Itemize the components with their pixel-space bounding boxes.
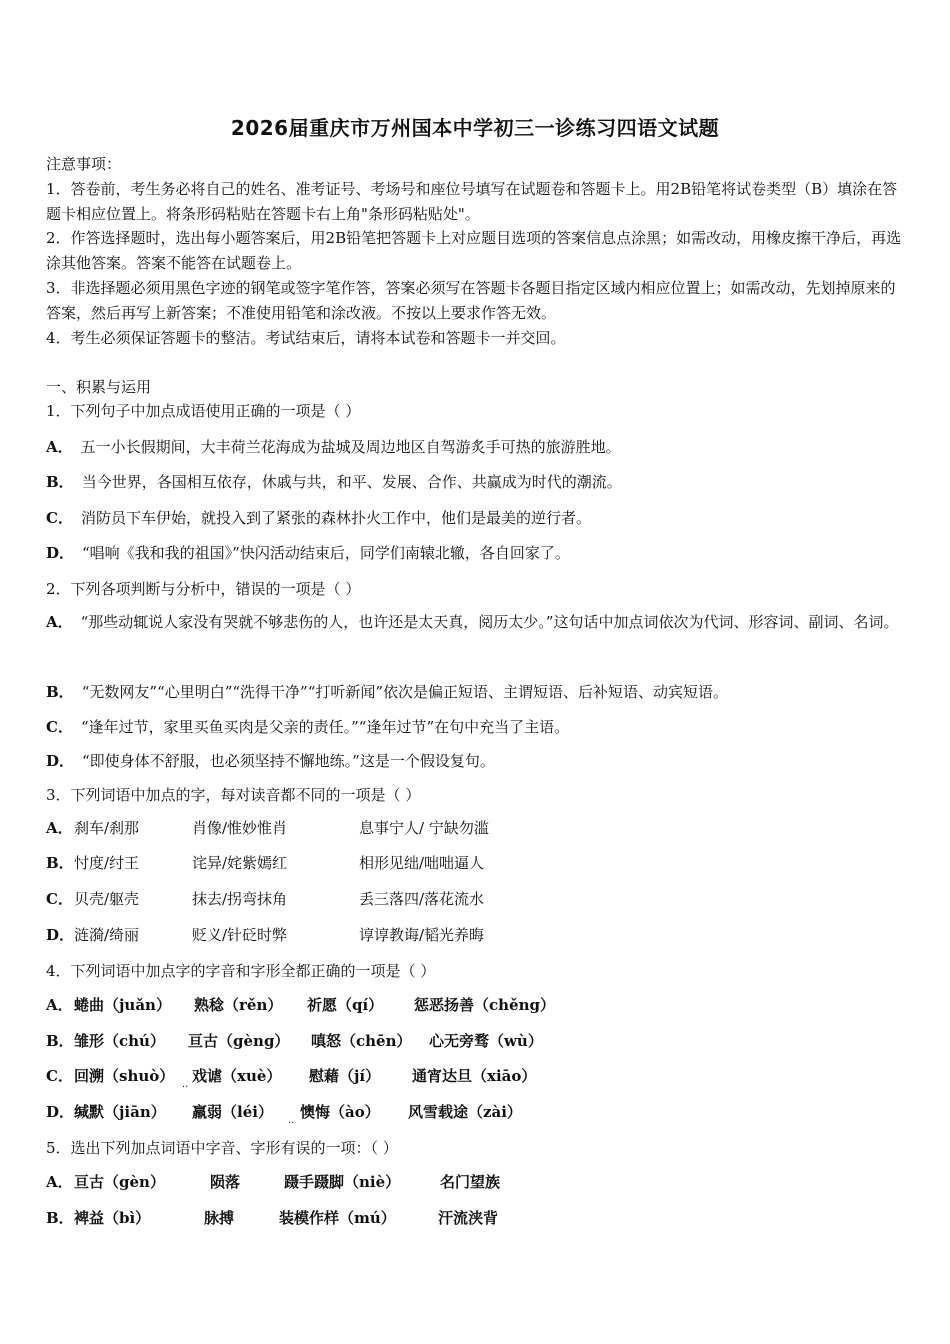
option-text: “即使身体不舒服，也必须坚持不懈地练。”这是一个假设复句。 bbox=[82, 752, 495, 770]
word-item: 陨落 bbox=[210, 1173, 241, 1191]
question-2-option-a bbox=[46, 604, 908, 640]
option-text: “唱响《我和我的祖国》”快闪活动结束后，同学们南辕北辙，各自回家了。 bbox=[82, 544, 570, 562]
option-label: A． bbox=[46, 1173, 73, 1191]
option-label: B． bbox=[46, 1209, 74, 1227]
word-pair: 丢三落四/落花流水 bbox=[359, 890, 485, 908]
question-1-option-b bbox=[46, 471, 622, 493]
notice-item-2: 2．作答选择题时，选出每小题答案后，用2B铅笔把答题卡上对应题目选项的答案信息点涂黑；如需改动，用橡皮擦干净后，再选涂其他答案。答案不能答在试题卷上。 bbox=[46, 229, 902, 272]
word-item: 亘古（gèng） bbox=[188, 1032, 290, 1050]
emphasis-dots: ·· bbox=[288, 1118, 295, 1129]
word-item: 回溯（shuò） bbox=[74, 1067, 175, 1085]
notice-item-4: 4．考生必须保证答题卡的整洁。考试结束后，请将本试卷和答题卡一并交回。 bbox=[46, 329, 566, 347]
question-2-option-b bbox=[46, 681, 728, 703]
option-label: B． bbox=[46, 473, 74, 491]
section-heading: 一、积累与运用 bbox=[46, 378, 152, 396]
word-pair: 涟漪/绮丽 bbox=[74, 926, 140, 944]
option-label: C． bbox=[46, 509, 73, 527]
option-label: A． bbox=[46, 613, 73, 631]
word-pair: 忖度/纣王 bbox=[74, 854, 140, 872]
word-item: 缄默（jiān） bbox=[74, 1103, 166, 1121]
question-1-option-c bbox=[46, 507, 591, 529]
option-label: C． bbox=[46, 890, 73, 908]
question-1-option-d bbox=[46, 542, 570, 564]
question-2-stem: 2．下列各项判断与分析中，错误的一项是（ ） bbox=[46, 580, 361, 598]
word-item: 懊悔（ào） bbox=[300, 1103, 380, 1121]
option-text: 五一小长假期间，大丰荷兰花海成为盐城及周边地区自驾游炙手可热的旅游胜地。 bbox=[80, 438, 621, 456]
word-pair: 贬义/针砭时弊 bbox=[192, 926, 288, 944]
word-item: 脉搏 bbox=[204, 1209, 235, 1227]
word-item: 装模作样（mú） bbox=[279, 1209, 396, 1227]
word-item: 熟稔（rěn） bbox=[194, 996, 283, 1014]
word-item: 蜷曲（juǎn） bbox=[74, 996, 171, 1014]
word-pair: 刹车/刹那 bbox=[74, 819, 140, 837]
option-label: B． bbox=[46, 1032, 74, 1050]
question-5-stem: 5．选出下列加点词语中字音、字形有误的一项：（ ） bbox=[46, 1139, 398, 1157]
notice-item-3: 3．非选择题必须用黑色字迹的钢笔或签字笔作答，答案必须写在答题卡各题目指定区域内相应位置上；如需改动，先划掉原来的答案，然后再写上新答案；不准使用铅笔和涂改液。不按以上要求作答无效。 bbox=[46, 279, 896, 322]
option-label: D． bbox=[46, 752, 75, 770]
option-text: “逢年过节，家里买鱼买肉是父亲的责任。”“逢年过节”在句中充当了主语。 bbox=[80, 718, 570, 736]
word-item: 心无旁骛（wù） bbox=[429, 1032, 543, 1050]
word-item: 裨益（bì） bbox=[74, 1209, 151, 1227]
question-3-stem: 3．下列词语中加点的字，每对读音都不同的一项是（ ） bbox=[46, 786, 421, 804]
word-item: 羸弱（léi） bbox=[192, 1103, 273, 1121]
word-pair: 相形见绌/咄咄逼人 bbox=[359, 854, 485, 872]
word-item: 雏形（chú） bbox=[74, 1032, 165, 1050]
word-item: 名门望族 bbox=[440, 1173, 501, 1191]
option-label: C． bbox=[46, 718, 73, 736]
notice-heading: 注意事项： bbox=[46, 155, 122, 173]
word-item: 通宵达旦（xiāo） bbox=[412, 1067, 537, 1085]
question-4-stem: 4．下列词语中加点字的字音和字形全都正确的一项是（ ） bbox=[46, 962, 436, 980]
page-title: 2026届重庆市万州国本中学初三一诊练习四语文试题 bbox=[230, 116, 720, 140]
option-text: 当今世界，各国相互依存，休戚与共，和平、发展、合作、共赢成为时代的潮流。 bbox=[81, 473, 622, 491]
word-pair: 贝壳/躯壳 bbox=[74, 890, 140, 908]
option-label: B． bbox=[46, 683, 74, 701]
word-item: 戏谑（xuè） bbox=[192, 1067, 282, 1085]
word-item: 风雪载途（zài） bbox=[408, 1103, 522, 1121]
word-item: 蹑手蹑脚（niè） bbox=[284, 1173, 401, 1191]
option-text: “无数网友”“心里明白”“洗得干净”“打听新闻”依次是偏正短语、主谓短语、后补短语、动宾短语。 bbox=[81, 683, 729, 701]
question-2-option-c bbox=[46, 716, 569, 738]
word-pair: 息事宁人/ 宁缺勿滥 bbox=[359, 819, 489, 837]
option-label: D． bbox=[46, 1103, 75, 1121]
option-label: A． bbox=[46, 996, 73, 1014]
word-pair: 谆谆教诲/韬光养晦 bbox=[359, 926, 485, 944]
emphasis-dots: ·· bbox=[182, 1082, 189, 1093]
question-1-stem: 1．下列句子中加点成语使用正确的一项是（ ） bbox=[46, 402, 361, 420]
word-pair: 肖像/惟妙惟肖 bbox=[192, 819, 288, 837]
question-1-option-a bbox=[46, 436, 621, 458]
option-label: C． bbox=[46, 1067, 73, 1085]
notice-item-1: 1．答卷前，考生务必将自己的姓名、准考证号、考场号和座位号填写在试题卷和答题卡上。用2B铅笔将试卷类型（B）填涂在答题卡相应位置上。将条形码粘贴在答题卡右上角"条形码粘贴处"。 bbox=[46, 180, 898, 223]
option-label: B． bbox=[46, 854, 74, 872]
word-pair: 诧异/姹紫嫣红 bbox=[192, 854, 288, 872]
option-label: D． bbox=[46, 544, 75, 562]
option-label: D． bbox=[46, 926, 75, 944]
word-pair: 抹去/拐弯抹角 bbox=[192, 890, 288, 908]
word-item: 汗流浃背 bbox=[438, 1209, 499, 1227]
question-2-option-d bbox=[46, 750, 495, 772]
option-text: 消防员下车伊始，就投入到了紧张的森林扑火工作中，他们是最美的逆行者。 bbox=[80, 509, 591, 527]
option-label: A． bbox=[46, 438, 73, 456]
word-item: 祈愿（qí） bbox=[307, 996, 384, 1014]
word-item: 惩恶扬善（chěng） bbox=[414, 996, 555, 1014]
word-item: 慰藉（jí） bbox=[309, 1067, 381, 1085]
word-item: 嗔怒（chēn） bbox=[311, 1032, 412, 1050]
option-label: A． bbox=[46, 819, 73, 837]
option-text: “那些动辄说人家没有哭就不够悲伤的人，也许还是太天真，阅历太少。”这句话中加点词依次为代词、形容词、副词、名词。 bbox=[80, 613, 899, 631]
word-item: 亘古（gèn） bbox=[74, 1173, 165, 1191]
